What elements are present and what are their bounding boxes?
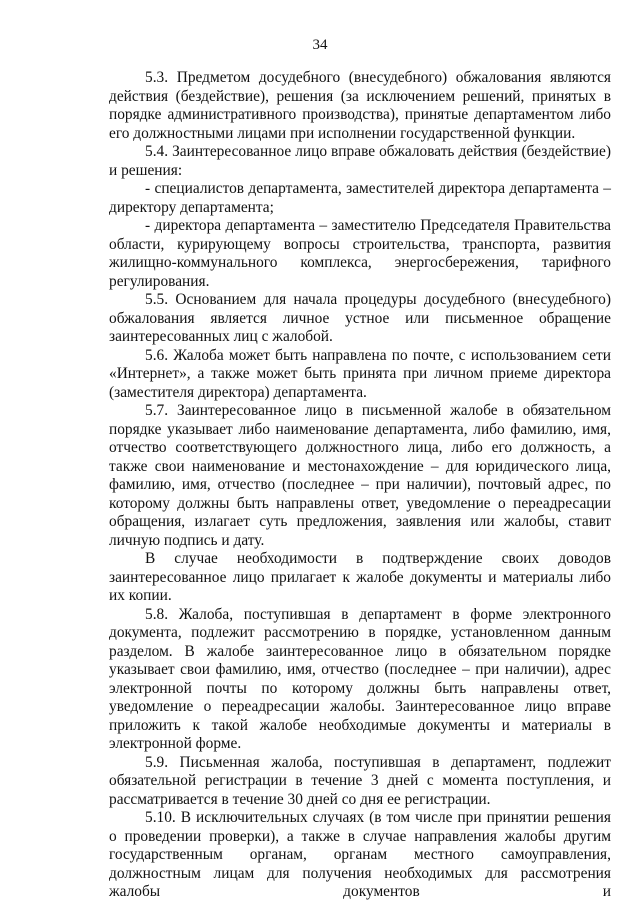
document-body <box>109 69 611 902</box>
paragraph-attachments: В случае необходимости в подтверждение своих доводов заинтересованное лицо прилагает к жалобе документы и материалы либо их копии. <box>109 550 611 604</box>
paragraph-5-9: 5.9. Письменная жалоба, поступившая в департамент, подлежит обязательной регистрации в течение 3 дней с момента поступления, и рассматривается в течение 30 дней со дня ее регистрации. <box>109 753 611 808</box>
paragraph-5-10: 5.10. В исключительных случаях (в том числе при принятии решения о проведении проверки), а также в случае направления жалобы другим государственным органам, органам местного самоуправления, должностным лицам для получения необходимых для рассмотрения жалобы документов и <box>109 809 611 900</box>
paragraph-5-7: 5.7. Заинтересованное лицо в письменной жалобе в обязательном порядке указывает либо наименование департамента, либо фамилию, имя, отчество соответствующего должностного лица, либо его должность, а также свои наименование и местонахождение – для юридического лица, фамилию, имя, отчество (последнее – при наличии), почтовый адрес, по которому должны быть направлены ответ, уведомление о переадресации обращения, излагает суть предложения, заявления или жалобы, ставит личную подпись и дату. <box>109 402 611 549</box>
page-number: 34 <box>312 37 328 53</box>
list-item-director: - директора департамента – заместителю Председателя Правительства области, курирующему вопросы строительства, транспорта, развития жилищно-коммунального комплекса, энергосбережения, тарифного регулирования. <box>109 217 611 290</box>
paragraph-5-5: 5.5. Основанием для начала процедуры досудебного (внесудебного) обжалования является личное устное или письменное обращение заинтересованных лиц с жалобой. <box>109 291 611 345</box>
paragraph-5-3: 5.3. Предметом досудебного (внесудебного) обжалования являются действия (бездействие), решения (за исключением решений, принятых в порядке административного производства), принятые департаментом либо его должностными лицами при исполнении государственной функции. <box>109 69 611 142</box>
list-item-specialists: - специалистов департамента, заместителей директора департамента – директору департамента; <box>109 180 611 216</box>
paragraph-5-4: 5.4. Заинтересованное лицо вправе обжаловать действия (бездействие) и решения: <box>109 143 611 179</box>
paragraph-5-6: 5.6. Жалоба может быть направлена по почте, с использованием сети «Интернет», а также может быть принята при личном приеме директора (заместителя директора) департамента. <box>109 346 611 401</box>
paragraph-5-8: 5.8. Жалоба, поступившая в департамент в форме электронного документа, подлежит рассмотрению в порядке, установленном данным разделом. В жалобе заинтересованное лицо в обязательном порядке указывает свои фамилию, имя, отчество (последнее – при наличии), адрес электронной почты по которому должны быть направлены ответ, уведомление о переадресации жалобы. Заинтересованное лицо вправе приложить к такой жалобе необходимые документы и материалы в электронной форме. <box>109 605 611 752</box>
